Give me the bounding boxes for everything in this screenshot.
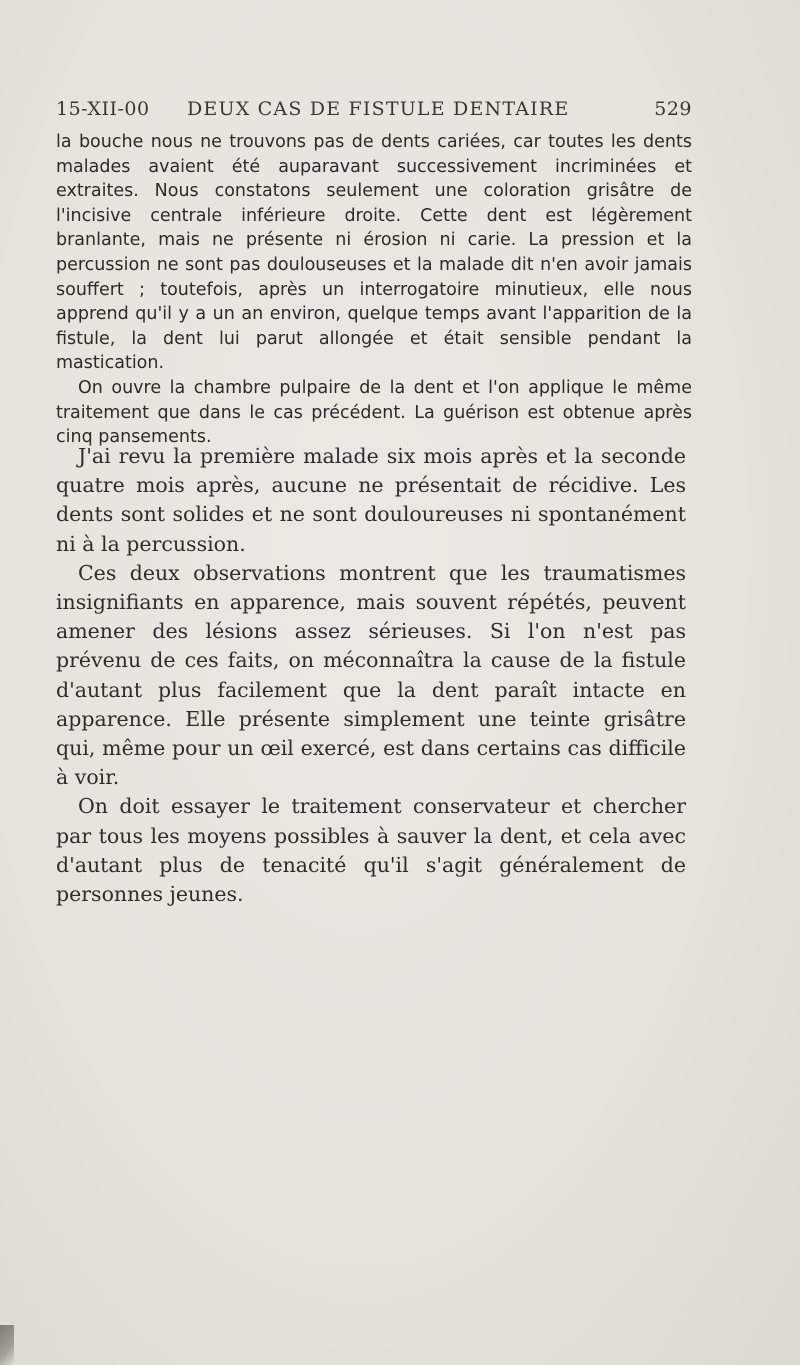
page-number: 529 bbox=[654, 98, 692, 120]
conclusion-section bbox=[56, 442, 686, 909]
header-date: 15-XII-00 bbox=[56, 98, 150, 120]
paragraph-follow-up: J'ai revu la première malade six mois après et la seconde quatre mois après, aucune ne présentait de récidive. Les dents sont solides et ne sont douloureuses ni spontanément ni à la percussion. bbox=[56, 444, 686, 556]
paragraph-continuation: la bouche nous ne trouvons pas de dents cariées, car toutes les dents malades avaient été auparavant successivement incriminées et extraites. Nous constatons seulement une coloration grisâtre de l'incisive centrale inférieure droite. Cette dent est légèrement branlante, mais ne présente ni érosion ni carie. La pression et la percussion ne sont pas doulouseuses et la malade dit n'en avoir jamais souffert ; toutefois, après un interrogatoire minutieux, elle nous apprend qu'il y a un an environ, quelque temps avant l'apparition de la fistule, la dent lui parut allongée et était sensible pendant la mastication. bbox=[56, 132, 692, 374]
paragraph-observations: Ces deux observations montrent que les traumatismes insignifiants en apparence, mais souvent répétés, peuvent amener des lésions assez sérieuses. Si l'on n'est pas prévenu de ces faits, on méconnaîtra la cause de la fistule d'autant plus facilement que la dent paraît intacte en apparence. Elle présente simplement une teinte grisâtre qui, même pour un œil exercé, est dans certains cas difficile à voir. bbox=[56, 560, 686, 790]
header-title: DEUX CAS DE FISTULE DENTAIRE bbox=[187, 98, 570, 120]
paragraph-recommendation: On doit essayer le traitement conservateur et chercher par tous les moyens possibles à sauver la dent, et cela avec d'autant plus de tenacité qu'il s'agit généralement de personnes jeunes. bbox=[56, 794, 686, 907]
paragraph-treatment: On ouvre la chambre pulpaire de la dent et l'on applique le même traitement que dans le cas précédent. La guérison est obtenue après cinq pansements. bbox=[56, 377, 692, 448]
case-description bbox=[56, 130, 692, 450]
scan-smudge bbox=[0, 1325, 14, 1365]
running-header bbox=[56, 98, 692, 124]
